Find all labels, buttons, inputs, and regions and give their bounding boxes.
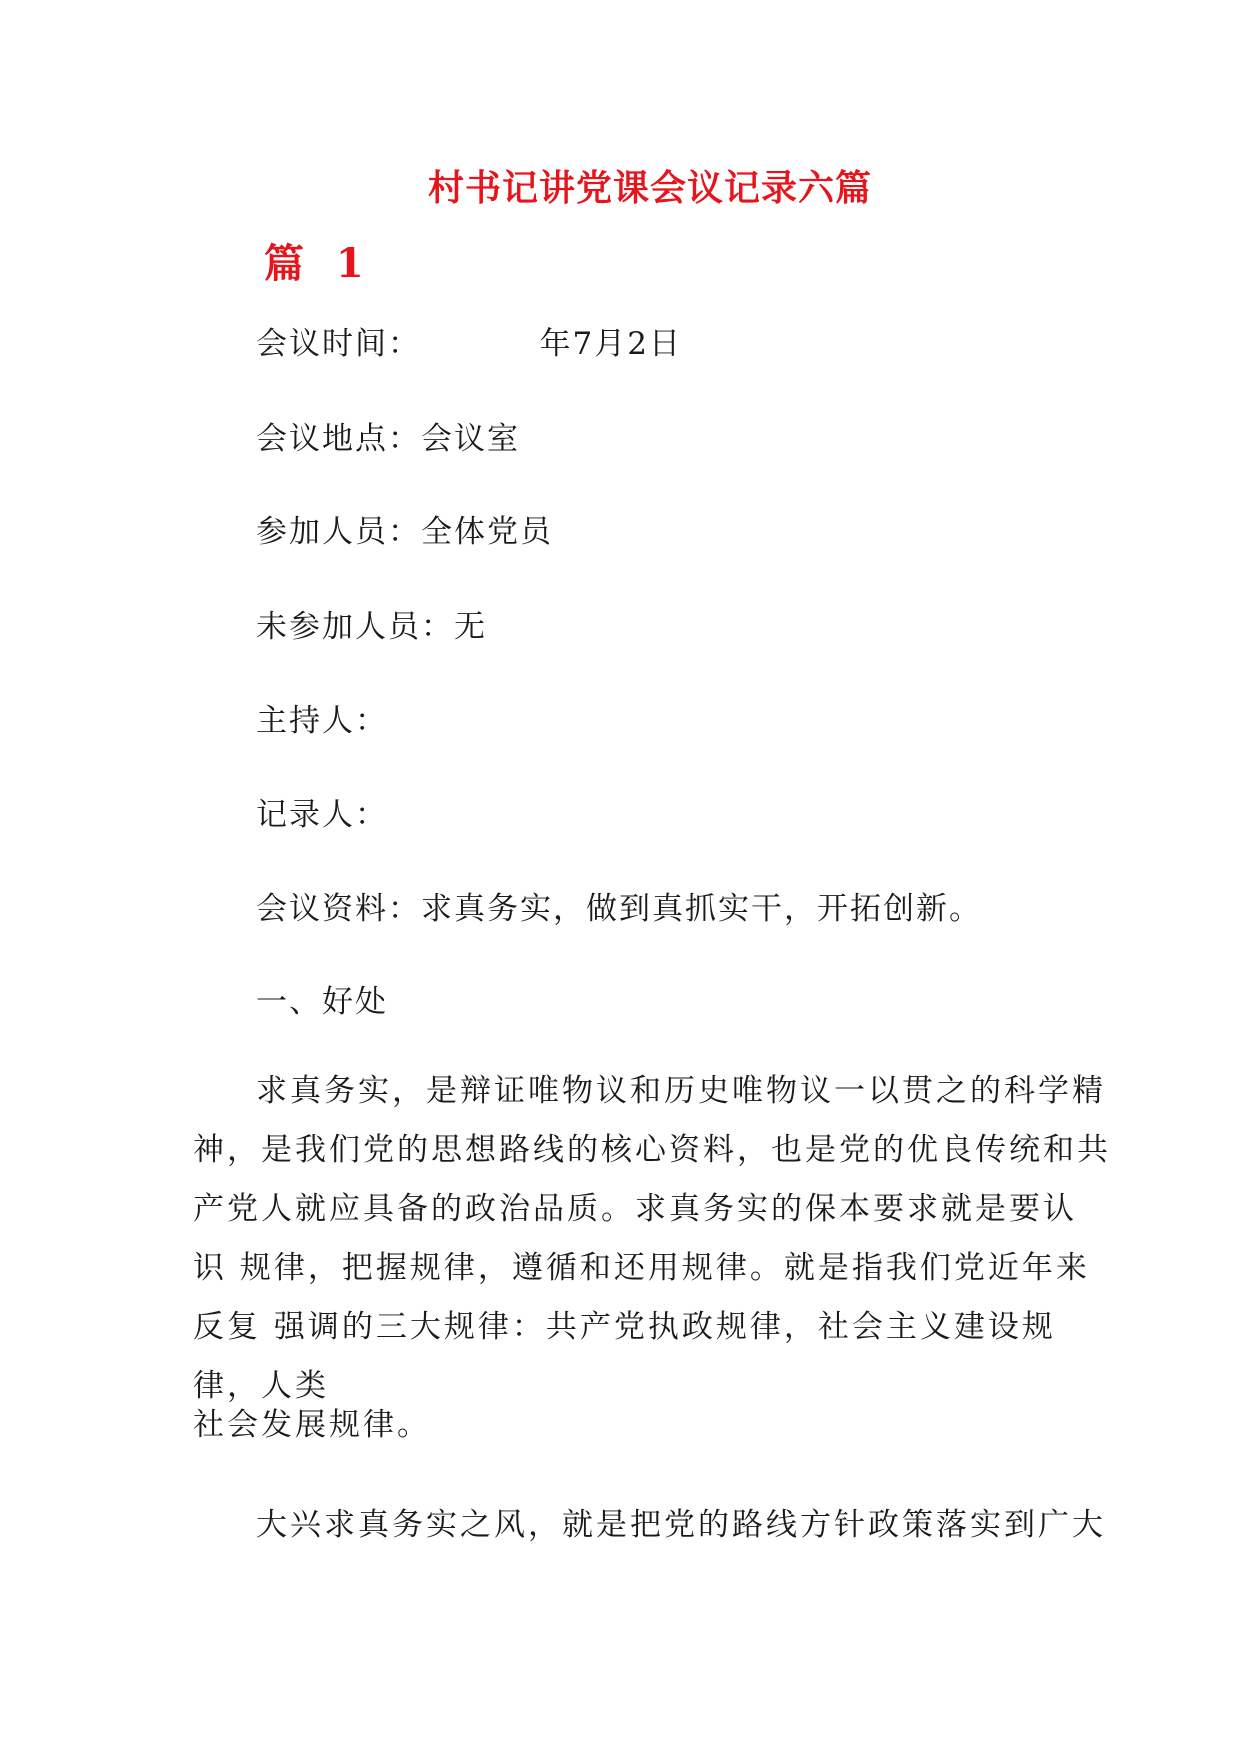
paragraph-1 [193,1062,1111,1416]
paragraph-line: 大兴求真务实之风，就是把党的路线方针政策落实到广大 [256,1507,1106,1543]
subheading: 一、好处 [256,984,388,1020]
paragraph-line: 求真务实，是辩证唯物议和历史唯物议一以贯之的科学精 [256,1073,1106,1109]
paragraph-line: 产党人就应具备的政治品质。求真务实的保本要求就是要认 [193,1191,1077,1227]
paragraph-line: 神，是我们党的思想路线的核心资料，也是党的优良传统和共 [193,1132,1111,1168]
section-heading: 篇 1 [264,240,364,287]
absentees-field: 未参加人员：无 [256,609,487,645]
paragraph-1-continuation [193,1396,1055,1455]
paragraph-line: 社会发展规律。 [193,1407,431,1443]
attendees-field: 参加人员：全体党员 [256,514,553,550]
paragraph-line: 律，人类 [193,1368,329,1404]
materials-field: 会议资料：求真务实，做到真抓实干，开拓创新。 [256,891,982,927]
meeting-place-field: 会议地点：会议室 [256,421,520,457]
paragraph-line: 反复 强调的三大规律：共产党执政规律，社会主义建设规 [193,1309,1056,1345]
paragraph-line: 识 规律，把握规律，遵循和还用规律。就是指我们党近年来 [193,1250,1090,1286]
document-title: 村书记讲党课会议记录六篇 [427,167,872,209]
host-field: 主持人： [256,703,388,739]
paragraph-2 [193,1496,1106,1555]
recorder-field: 记录人： [256,797,388,833]
meeting-time-field: 会议时间： 年7月2日 [256,326,682,362]
